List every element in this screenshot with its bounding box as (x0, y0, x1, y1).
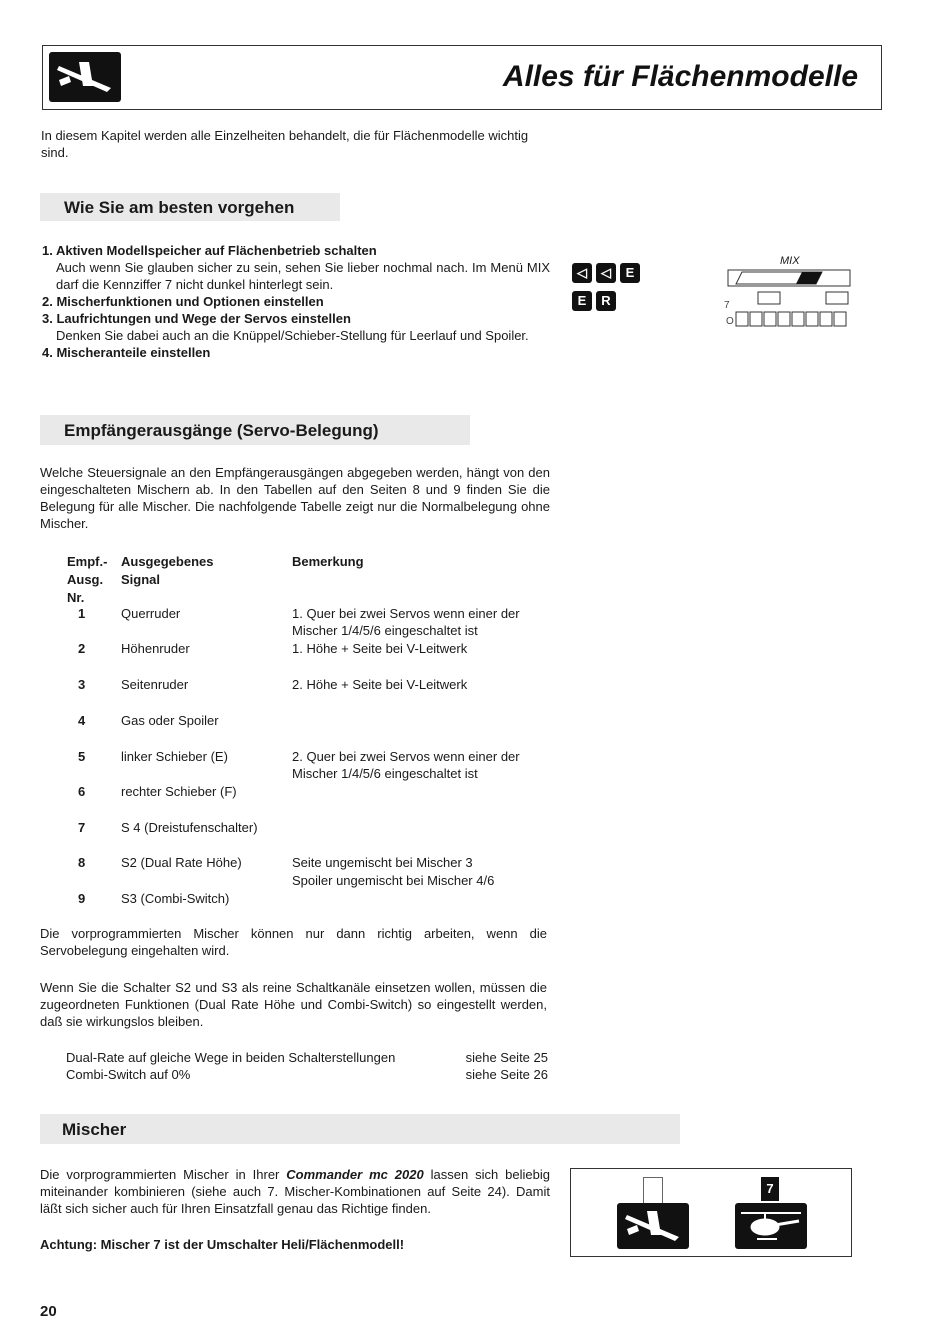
row-note: 2. Quer bei zwei Servos wenn einer der Mischer 1/4/5/6 eingeschaltet ist (292, 749, 520, 781)
reference-text: Dual-Rate auf gleiche Wege in beiden Schalterstellungen (66, 1050, 396, 1065)
reference-row (66, 1066, 548, 1083)
table-header-nr: Empf.- Ausg. Nr. (67, 554, 108, 605)
row-note: Seite ungemischt bei Mischer 3 (292, 855, 473, 870)
enter-key: E (572, 291, 592, 311)
page-title: Alles für Flächenmodelle (502, 60, 858, 93)
reference-page: siehe Seite 25 (465, 1050, 548, 1065)
row-nr: 3 (78, 677, 86, 692)
reset-key: R (596, 291, 616, 311)
section-heading-bg (40, 1114, 680, 1144)
empty-slot (643, 1177, 663, 1205)
row-signal: Seitenruder (121, 677, 189, 692)
row-signal: Querruder (121, 606, 181, 621)
row-nr: 4 (78, 713, 86, 728)
servo-intro: Welche Steuersignale an den Empfängerausgängen abgegeben werden, hängt von den eingeschalteten Mischern ab. In den Tabellen auf den Seiten 8 und 9 finden Sie die Belegung für alle Mischer. Die nachfolgende Tabelle zeigt nur die Normalbelegung ohne Mischer. (40, 465, 550, 531)
row-signal: linker Schieber (E) (121, 749, 228, 764)
mixer-illustration (570, 1168, 852, 1257)
lcd-display-icon (722, 268, 852, 332)
intro-text: In diesem Kapitel werden alle Einzelheiten behandelt, die für Flächenmodelle wichtig sind. (41, 128, 529, 160)
row-signal: Gas oder Spoiler (121, 713, 219, 728)
row-note: Spoiler ungemischt bei Mischer 4/6 (292, 873, 495, 888)
row-nr: 9 (78, 891, 86, 906)
left-arrow-key: ◁ (572, 263, 592, 283)
section-heading-servo: Empfängerausgänge (Servo-Belegung) (64, 421, 379, 440)
mixer-7-badge: 7 (761, 1177, 779, 1201)
row-note: 1. Quer bei zwei Servos wenn einer der Mischer 1/4/5/6 eingeschaltet ist (292, 606, 520, 638)
row-signal: Höhenruder (121, 641, 190, 656)
lcd-label: MIX (780, 255, 800, 267)
step-text: Denken Sie dabei auch an die Knüppel/Schieber-Stellung für Leerlauf und Spoiler. (56, 328, 529, 343)
step-heading: 4. Mischeranteile einstellen (42, 345, 211, 360)
row-signal: S3 (Combi-Switch) (121, 891, 230, 906)
table-header-note: Bemerkung (292, 554, 364, 569)
row-note: 2. Höhe + Seite bei V-Leitwerk (292, 677, 468, 692)
row-nr: 7 (78, 820, 86, 835)
step-heading: 2. Mischerfunktionen und Optionen einstellen (42, 294, 324, 309)
key-row-2 (572, 291, 620, 311)
row-signal: rechter Schieber (F) (121, 784, 237, 799)
mixer-warning: Achtung: Mischer 7 ist der Umschalter Heli/Flächenmodell! (40, 1237, 405, 1252)
row-note: 1. Höhe + Seite bei V-Leitwerk (292, 641, 468, 656)
key-row-1 (572, 263, 644, 283)
row-nr: 6 (78, 784, 86, 799)
step-text: Auch wenn Sie glauben sicher zu sein, sehen Sie lieber nochmal nach. Im Menü MIX darf die Kennziffer 7 nicht dunkel hinterlegt sein. (56, 260, 550, 292)
airplane-icon (49, 52, 121, 102)
svg-text:7: 7 (724, 300, 730, 311)
reference-page: siehe Seite 26 (465, 1067, 548, 1082)
enter-key: E (620, 263, 640, 283)
section-heading-mixer: Mischer (62, 1120, 127, 1139)
row-signal: S2 (Dual Rate Höhe) (121, 855, 242, 870)
svg-text:O: O (726, 316, 734, 327)
servo-para-1: Die vorprogrammierten Mischer können nur dann richtig arbeiten, wenn die Servobelegung eingehalten wird. (40, 926, 547, 958)
servo-para-2: Wenn Sie die Schalter S2 und S3 als reine Schaltkanäle einsetzen wollen, müssen die zugeordneten Funktionen (Dual Rate Höhe und Combi-Switch) so eingestellt werden, daß sie wirkungslos bleiben. (40, 980, 547, 1029)
procedure-steps (42, 242, 550, 361)
row-nr: 2 (78, 641, 86, 656)
reference-text: Combi-Switch auf 0% (66, 1067, 191, 1082)
page-number: 20 (40, 1303, 57, 1320)
reference-list (66, 1049, 548, 1083)
product-name: Commander mc 2020 (286, 1167, 424, 1182)
row-nr: 5 (78, 749, 86, 764)
left-arrow-key: ◁ (596, 263, 616, 283)
row-nr: 8 (78, 855, 86, 870)
step-heading: 3. Laufrichtungen und Wege der Servos einstellen (42, 311, 351, 326)
helicopter-icon (735, 1203, 807, 1249)
section-heading-procedure: Wie Sie am besten vorgehen (64, 198, 295, 217)
table-header-signal: Ausgegebenes Signal (121, 554, 214, 587)
mixer-paragraph (40, 1166, 550, 1217)
mixer-text-pre: Die vorprogrammierten Mischer in Ihrer (40, 1167, 287, 1182)
mixer-text-post: lassen sich beliebig miteinander kombinieren (siehe auch 7. Mischer-Kombinationen auf Seite 24). Damit läßt sich sicher auch für Ihren Einsatzfall genau das Richtige finden. (40, 1167, 550, 1216)
row-nr: 1 (78, 606, 86, 621)
reference-row (66, 1049, 548, 1066)
row-signal: S 4 (Dreistufenschalter) (121, 820, 258, 835)
step-heading: 1. Aktiven Modellspeicher auf Flächenbetrieb schalten (42, 243, 377, 258)
airplane-icon (617, 1203, 689, 1249)
